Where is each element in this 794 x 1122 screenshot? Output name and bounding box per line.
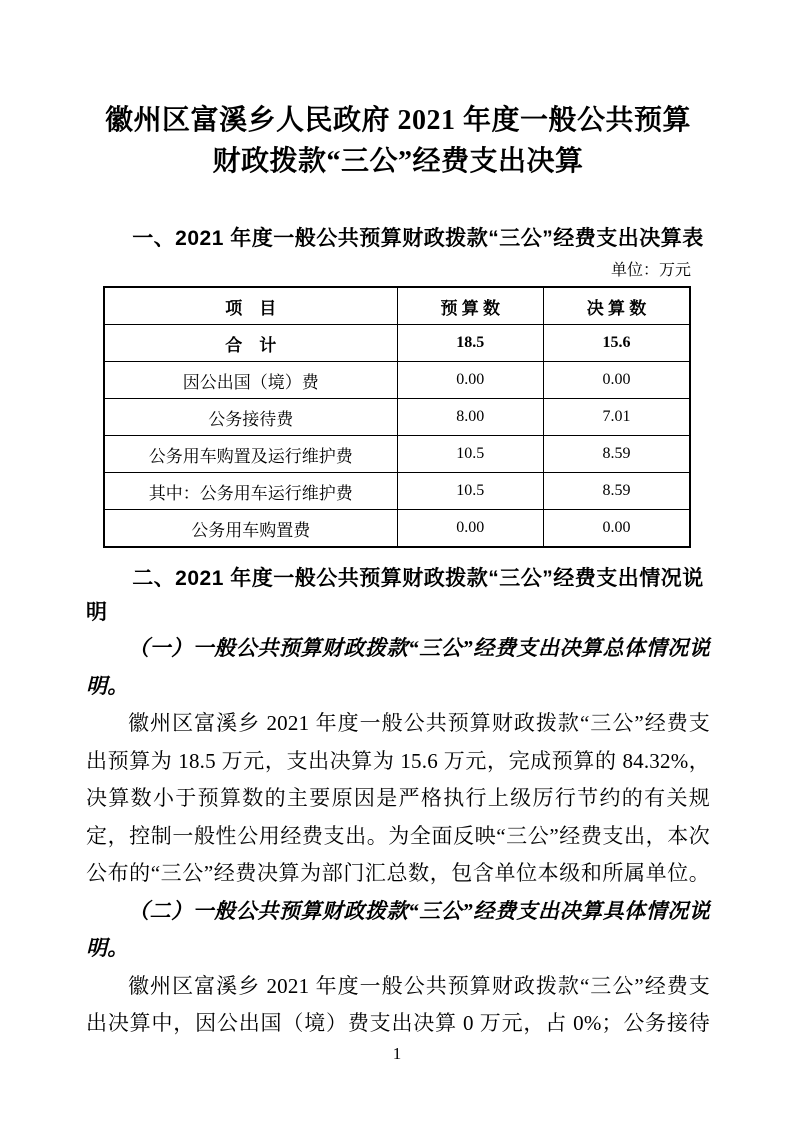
document-title-line1: 徽州区富溪乡人民政府 2021 年度一般公共预算 (104, 105, 691, 136)
table-row (104, 325, 690, 362)
document-title-line2: 财政拨款“三公”经费支出决算 (212, 146, 584, 177)
subsection1-heading-line1: （一）一般公共预算财政拨款“三公”经费支出决算总体情况说 (128, 636, 710, 660)
column-header-item: 项 目 (104, 287, 397, 325)
row-item-label: 公务用车购置及运行维护费 (104, 436, 397, 473)
row-final-value: 0.00 (544, 510, 691, 548)
row-final-value: 15.6 (544, 325, 691, 362)
table-row (104, 399, 690, 436)
row-budget-value: 0.00 (397, 510, 544, 548)
subsection1-heading-line2: 明。 (86, 673, 129, 698)
table-row (104, 510, 690, 548)
section2-heading: 二、2021 年度一般公共预算财政拨款“三公”经费支出情况说明 (86, 567, 704, 624)
table-row (104, 362, 690, 399)
row-budget-value: 10.5 (397, 436, 544, 473)
row-budget-value: 10.5 (397, 473, 544, 510)
table-row (104, 436, 690, 473)
section1-heading: 一、2021 年度一般公共预算财政拨款“三公”经费支出决算表 (132, 227, 704, 250)
three-public-expenses-table (103, 286, 691, 548)
row-final-value: 8.59 (544, 473, 691, 510)
row-item-label: 合 计 (104, 325, 397, 362)
row-item-label: 公务用车购置费 (104, 510, 397, 548)
subsection2-heading-line1: （二）一般公共预算财政拨款“三公”经费支出决算具体情况说 (128, 898, 710, 923)
row-item-label: 其中：公务用车运行维护费 (104, 473, 397, 510)
row-item-label: 因公出国（境）费 (104, 362, 397, 399)
subsection2-heading-line2: 明。 (86, 936, 129, 960)
page-number: 1 (392, 1044, 402, 1063)
paragraph2-line: 徽州区富溪乡 2021 年度一般公共预算财政拨款“三公”经费支 (128, 973, 710, 998)
paragraph1-line: 出预算为 18.5 万元，支出决算为 15.6 万元，完成预算的 84.32%， (86, 748, 710, 773)
table-row (104, 473, 690, 510)
paragraph2-line: 出决算中，因公出国（境）费支出决算 0 万元，占 0%；公务接待 (86, 1011, 711, 1035)
row-budget-value: 0.00 (397, 362, 544, 399)
paragraph1-line: 决算数小于预算数的主要原因是严格执行上级厉行节约的有关规 (86, 786, 710, 810)
row-budget-value: 8.00 (397, 399, 544, 436)
row-final-value: 0.00 (544, 362, 691, 399)
row-item-label: 公务接待费 (104, 399, 397, 436)
document-title (86, 100, 710, 182)
row-final-value: 8.59 (544, 436, 691, 473)
row-budget-value: 18.5 (397, 325, 544, 362)
paragraph1-line: 公布的“三公”经费决算为部门汇总数，包含单位本级和所属单位。 (86, 861, 710, 885)
row-final-value: 7.01 (544, 399, 691, 436)
table-unit-label: 单位：万元 (610, 262, 691, 279)
table-header-row (104, 287, 690, 325)
column-header-final: 决 算 数 (544, 287, 691, 325)
paragraph1-line: 徽州区富溪乡 2021 年度一般公共预算财政拨款“三公”经费支 (128, 711, 710, 735)
paragraph1-line: 定，控制一般性公用经费支出。为全面反映“三公”经费支出，本次 (86, 823, 710, 848)
column-header-budget: 预 算 数 (397, 287, 544, 325)
